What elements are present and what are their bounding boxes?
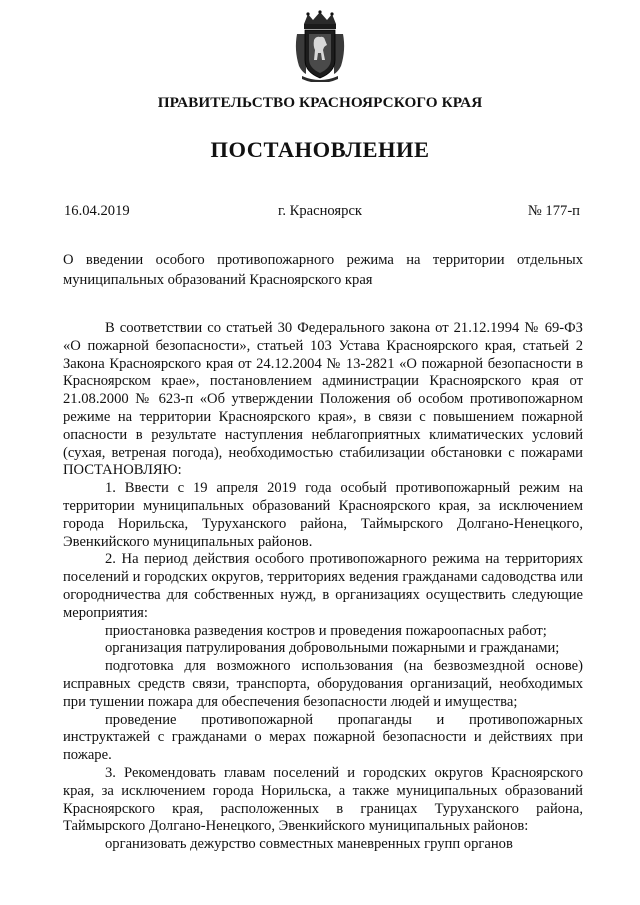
document-title: ПОСТАНОВЛЕНИЕ: [210, 137, 430, 162]
document-city: г. Красноярск: [277, 203, 363, 219]
measure-item: проведение противопожарной пропаганды и противопожарных инструктажей с гражданами о мерах пожарной безопасности и действиях при пожаре.: [63, 711, 583, 764]
clause-1-paragraph: 1. Ввести с 19 апреля 2019 года особый противопожарный режим на территории муниципальных образований Красноярского края, за исключением города Норильска, Туруханского района, Таймырского Долгано-Ненецкого, Эвенкийского муниципальных районов.: [63, 480, 583, 550]
measure-item: подготовка для возможного использования (на безвозмездной основе) исправных средств связи, транспорта, оборудования организаций, необходимых при тушении пожара для обеспечения безопасности людей и имущества;: [63, 658, 583, 710]
clause-3-paragraph: 3. Рекомендовать главам поселений и городских округов Красноярского края, за исключением города Норильска, а также муниципальных образований Красноярского края, расположенных в границах Туруханского района, Таймырского Долгано-Ненецкого, Эвенкийского муниципальных районов:: [63, 764, 583, 835]
measure-item: приостановка разведения костров и проведения пожароопасных работ;: [105, 622, 547, 639]
document-number: № 177-п: [527, 203, 580, 219]
krasnoyarsk-coat-of-arms-icon: [294, 10, 346, 82]
preamble-paragraph: В соответствии со статьей 30 Федерального закона от 21.12.1994 № 69-ФЗ «О пожарной безопасности», статьей 103 Устава Красноярского края, статьей 2 Закона Красноярского края от 24.12.2004 № 13-2821 «О пожарной безопасности в Красноярском крае», постановлением администрации Красноярского края от 21.08.2000 № 623-п «Об утверждении Положения об особом противопожарном режиме на территории Красноярского края», в связи с повышением пожарной опасности в результате наступления неблагоприятных климатических условий (сухая, ветреная погода), необходимостью стабилизации обстановки с пожарами ПОСТАНОВЛЯЮ:: [63, 320, 583, 479]
clause-3-continuation: организовать дежурство совместных маневренных групп органов: [105, 836, 513, 853]
government-name: ПРАВИТЕЛЬСТВО КРАСНОЯРСКОГО КРАЯ: [157, 94, 483, 111]
clause-2-paragraph: 2. На период действия особого противопожарного режима на территориях поселений и городских округов, территориях ведения гражданами садоводства или огородничества для собственных нужд, в организациях осуществить следующие мероприятия:: [63, 551, 583, 621]
document-subject: О введении особого противопожарного режима на территории отдельных муниципальных образований Красноярского края: [63, 252, 583, 288]
document-date: 16.04.2019: [64, 203, 130, 219]
measure-item: организация патрулирования добровольными пожарными и гражданами;: [105, 640, 560, 657]
document-body: [63, 320, 583, 854]
